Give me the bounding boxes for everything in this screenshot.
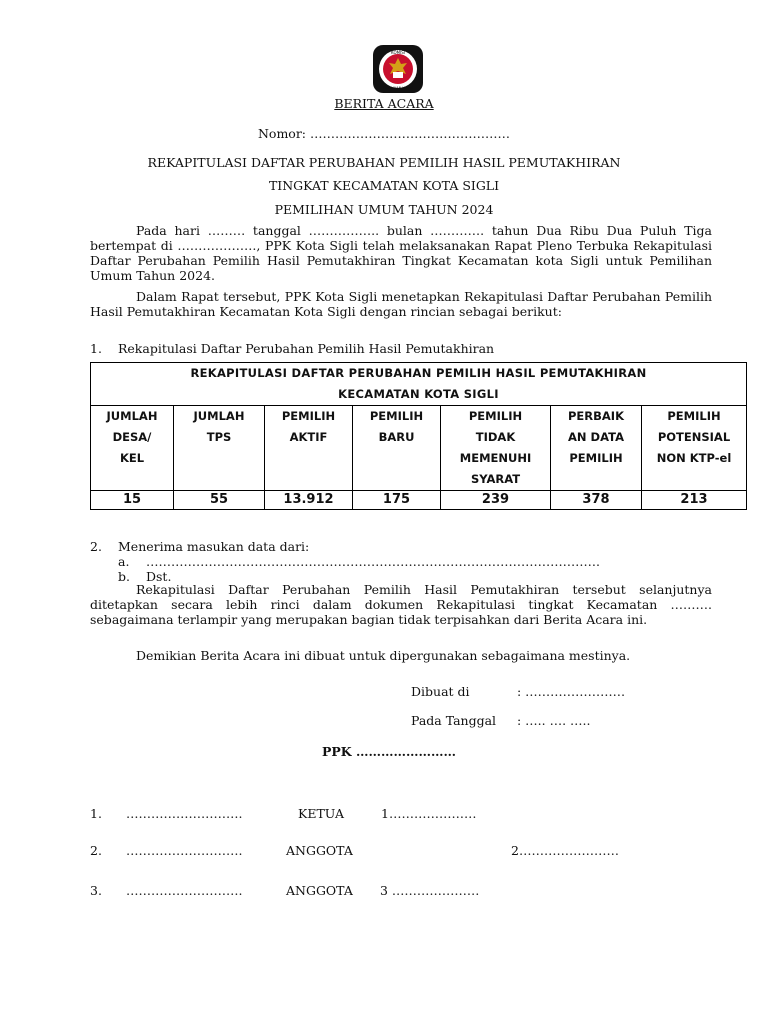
value-jumlah-desa: 15	[91, 491, 174, 510]
logo-top-text: KOMISI	[391, 50, 405, 55]
header-text: PEMILIH	[369, 409, 424, 423]
signatory-sign: 3 …………………	[380, 883, 480, 898]
header-text: JUMLAH	[106, 409, 158, 423]
value-pemilih-baru: 175	[353, 491, 441, 510]
paragraph-penetapan	[90, 582, 712, 627]
title-line-2: TINGKAT KECAMATAN KOTA SIGLI	[268, 178, 500, 193]
header-jumlah-tps	[174, 406, 265, 491]
header-perbaikan-data	[551, 406, 642, 491]
list-item-2-text: Menerima masukan data dari:	[118, 539, 310, 554]
paragraph-opening-text: Pada hari ……… tanggal …………….. bulan …………. tahun Dua Ribu Dua Puluh Tiga bertempat di ………………., PPK Kota Sigli telah melaksanakan Rapat Pleno Terbuka Rekapitulasi Daftar Perubahan Pemilih Hasil Pemutakhiran Tingkat Kecamatan kota Sigli untuk Pemilihan Umum Tahun 2024.	[90, 223, 712, 283]
value-jumlah-tps: 55	[174, 491, 265, 510]
signatory-name: ……………………….	[126, 806, 243, 821]
header-jumlah-desa	[91, 406, 174, 491]
header-text: POTENSIAL	[657, 430, 731, 444]
value-pemilih-aktif: 13.912	[265, 491, 353, 510]
table-row	[91, 491, 747, 510]
header-text: DESA/	[112, 430, 152, 444]
header-text: PEMILIH	[667, 409, 721, 423]
header-text: TPS	[206, 430, 232, 444]
signatory-number: 2.	[90, 843, 102, 858]
doc-title: BERITA ACARA	[334, 96, 434, 111]
paragraph-opening	[90, 223, 712, 283]
paragraph-penutup-text: Demikian Berita Acara ini dibuat untuk dipergunakan sebagaimana mestinya.	[136, 648, 631, 663]
signatory-sign: 1…………………	[381, 806, 477, 821]
title-line-3: PEMILIHAN UMUM TAHUN 2024	[274, 202, 494, 217]
header-text: PERBAIK	[568, 409, 624, 423]
header-text: TIDAK	[475, 430, 516, 444]
header-pemilih-potensial	[642, 406, 747, 491]
header-text: AKTIF	[289, 430, 328, 444]
signatory-name: ……………………….	[126, 843, 243, 858]
paragraph-rapat	[90, 289, 712, 319]
header-text: PEMILIH	[569, 451, 623, 465]
signatory-sign: 2……………………	[511, 843, 619, 858]
kpu-logo	[372, 44, 424, 94]
table-title-line-2: KECAMATAN KOTA SIGLI	[338, 387, 499, 401]
tanggal-label: Pada Tanggal	[411, 713, 497, 728]
dibuat-di-value: : ……………………	[517, 684, 626, 699]
list-item-1-number: 1.	[90, 341, 102, 356]
paragraph-penetapan-text: Rekapitulasi Daftar Perubahan Pemilih Hasil Pemutakhiran tersebut selanjutnya ditetapkan secara lebih rinci dalam dokumen Rekapitulasi tingkat Kecamatan ………. sebagaimana terlampir yang merupakan bagian tidak terpisahkan dari Berita Acara ini.	[90, 582, 712, 627]
signatory-role: KETUA	[298, 806, 344, 821]
header-pemilih-aktif	[265, 406, 353, 491]
signatory-role: ANGGOTA	[286, 843, 353, 858]
dibuat-di-label: Dibuat di	[411, 684, 470, 699]
signatory-number: 3.	[90, 883, 102, 898]
header-text: AN DATA	[568, 430, 624, 444]
sub-item-a-text: ……………………………………………………………………………………………….	[146, 554, 600, 569]
value-pemilih-tms: 239	[441, 491, 551, 510]
table-title-line-1: REKAPITULASI DAFTAR PERUBAHAN PEMILIH HASIL PEMUTAKHIRAN	[190, 366, 647, 380]
paragraph-rapat-text: Dalam Rapat tersebut, PPK Kota Sigli menetapkan Rekapitulasi Daftar Perubahan Pemilih Hasil Pemutakhiran Kecamatan Kota Sigli dengan rincian sebagai berikut:	[90, 289, 712, 319]
header-text: PEMILIH	[468, 409, 523, 423]
rekap-table	[90, 362, 747, 510]
list-item-1-text: Rekapitulasi Daftar Perubahan Pemilih Hasil Pemutakhiran	[118, 341, 495, 356]
header-pemilih-baru	[353, 406, 441, 491]
sub-item-b-label: b.	[118, 569, 130, 584]
tanggal-value: : ….. …. …..	[517, 713, 591, 728]
title-line-1: REKAPITULASI DAFTAR PERUBAHAN PEMILIH HASIL PEMUTAKHIRAN	[147, 155, 621, 170]
header-text: SYARAT	[470, 472, 521, 486]
header-text: KEL	[119, 451, 145, 465]
ppk-heading: PPK ……………………	[322, 744, 457, 759]
nomor-line: Nomor: …………………………………………	[257, 126, 510, 141]
header-text: MEMENUHI	[459, 451, 532, 465]
table-header-row	[91, 406, 747, 491]
paragraph-penutup	[90, 648, 712, 663]
header-pemilih-tms	[441, 406, 551, 491]
logo-bottom-text: PEMILIHAN UMUM	[382, 86, 414, 90]
sub-item-a-label: a.	[118, 554, 130, 569]
header-text: BARU	[378, 430, 415, 444]
signatory-number: 1.	[90, 806, 102, 821]
header-text: NON KTP-el	[656, 451, 732, 465]
sub-item-b-text: Dst.	[146, 569, 172, 584]
table-title-row	[91, 363, 747, 406]
value-pemilih-potensial: 213	[642, 491, 747, 510]
header-text: PEMILIH	[281, 409, 336, 423]
list-item-2-number: 2.	[90, 539, 102, 554]
value-perbaikan-data: 378	[551, 491, 642, 510]
signatory-name: ……………………….	[126, 883, 243, 898]
header-text: JUMLAH	[193, 409, 245, 423]
signatory-role: ANGGOTA	[286, 883, 353, 898]
table-title-cell	[91, 363, 747, 406]
